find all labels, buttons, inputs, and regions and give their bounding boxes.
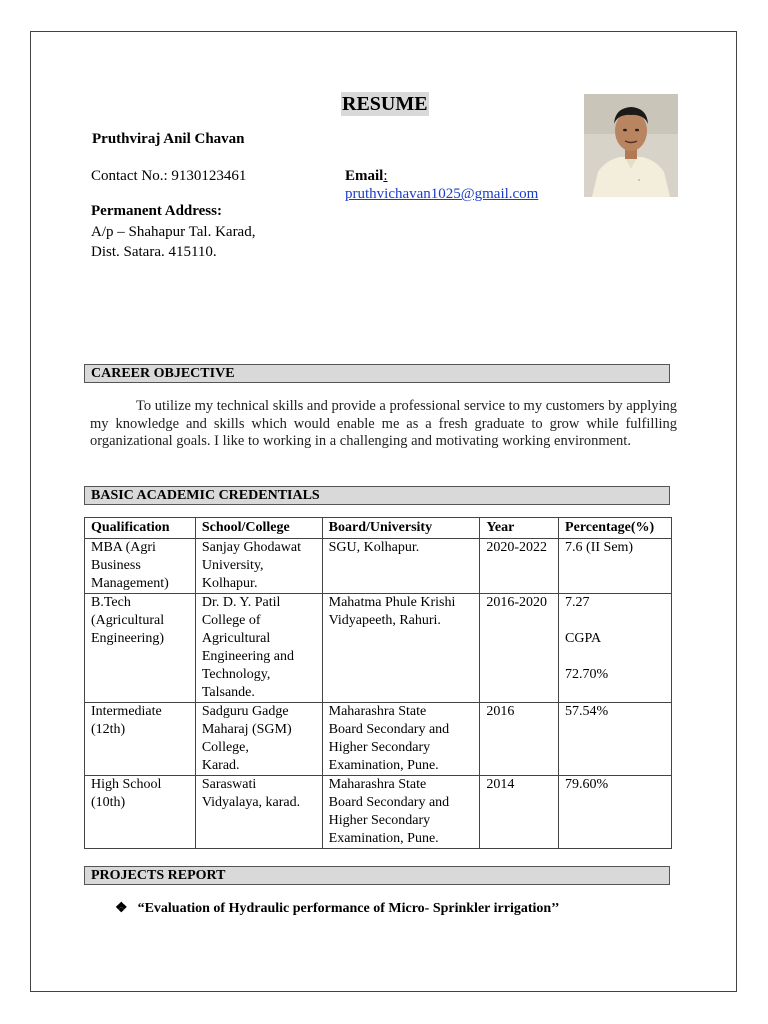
email-label [345,168,388,185]
table-row [85,703,672,776]
table-cell: 57.54% [559,703,672,776]
email-link[interactable]: pruthvichavan1025@gmail.com [345,186,539,202]
table-cell: High School (10th) [85,776,196,849]
address-line-1: A/p – Shahapur Tal. Karad, [91,224,256,240]
permanent-address-label: Permanent Address: [91,203,222,219]
profile-photo [584,94,678,197]
email-colon: : [383,168,388,184]
table-cell: 79.60% [559,776,672,849]
email-label-text: Email [345,168,384,184]
section-career-objective: CAREER OBJECTIVE [84,364,670,383]
section-academic-credentials: BASIC ACADEMIC CREDENTIALS [84,486,670,505]
project-item [115,900,559,917]
table-row [85,594,672,703]
table-cell: Sadguru Gadge Maharaj (SGM) College, Karad. [195,703,322,776]
resume-title: RESUME [342,93,428,115]
table-cell: Maharashra State Board Secondary and Higher Secondary Examination, Pune. [322,776,480,849]
section-projects-report: PROJECTS REPORT [84,866,670,885]
table-cell: 7.27 CGPA 72.70% [559,594,672,703]
table-cell: Mahatma Phule Krishi Vidyapeeth, Rahuri. [322,594,480,703]
table-cell: 2016-2020 [480,594,559,703]
table-cell: Sanjay Ghodawat University, Kolhapur. [195,539,322,594]
header-school-college: School/College [195,518,322,539]
header-board-university: Board/University [322,518,480,539]
table-cell: Maharashra State Board Secondary and Higher Secondary Examination, Pune. [322,703,480,776]
table-cell: B.Tech (Agricultural Engineering) [85,594,196,703]
table-cell: Dr. D. Y. Patil College of Agricultural Engineering and Technology, Talsande. [195,594,322,703]
table-cell: SGU, Kolhapur. [322,539,480,594]
table-cell: 7.6 (II Sem) [559,539,672,594]
header-year: Year [480,518,559,539]
table-cell: 2014 [480,776,559,849]
table-header-row [85,518,672,539]
table-cell: Saraswati Vidyalaya, karad. [195,776,322,849]
header-percentage: Percentage(%) [559,518,672,539]
table-row [85,539,672,594]
table-cell: Intermediate (12th) [85,703,196,776]
project-title: “Evaluation of Hydraulic performance of Micro- Sprinkler irrigation’’ [137,901,560,916]
address-line-2: Dist. Satara. 415110. [91,244,217,260]
table-row [85,776,672,849]
career-objective-text: To utilize my technical skills and provide a professional service to my customers by applying my knowledge and skills which would enable me as a fresh graduate to grow while fulfilling organizational goals. I like to working in a challenging and motivating working environment. [90,398,677,449]
header-qualification: Qualification [85,518,196,539]
diamond-bullet-icon: ❖ [115,901,128,916]
table-cell: 2016 [480,703,559,776]
contact-number: Contact No.: 9130123461 [91,168,247,184]
candidate-name: Pruthviraj Anil Chavan [92,131,245,147]
academic-table [84,517,672,849]
table-cell: MBA (Agri Business Management) [85,539,196,594]
table-cell: 2020-2022 [480,539,559,594]
